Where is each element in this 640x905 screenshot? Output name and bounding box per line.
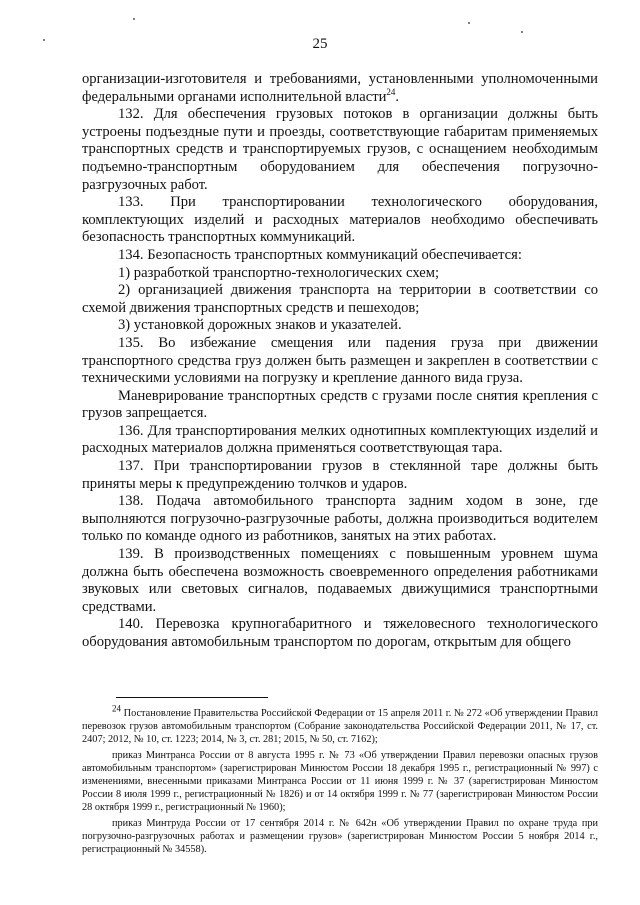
footnote-continuation: приказ Минтранса России от 8 августа 1995 г. № 73 «Об утверждении Правил перевозки опасных грузов автомобильным транспортом» (зарегистрирован Минюстом России 18 декабря 1995 г., регистрационный № 997) с изменениями, внесенными приказами Минтранса России от 11 июня 1999 г. № 37 (зарегистрирован Минюстом России 8 июля 1999 г., регистрационный № 1826) и от 14 октября 1999 г. № 77 (зарегистрирован Минюстом России 28 октября 1999 г., регистрационный № 1960); (82, 750, 598, 813)
paragraph-text: организации-изготовителя и требованиями, установленными уполномоченными федеральными органами исполнительной власти (82, 71, 598, 105)
footnote-marker: 24 (112, 703, 121, 714)
paragraph-135: 135. Во избежание смещения или падения груза при движении транспортного средства груз должен быть размещен и закреплен в соответствии с техническими условиями на погрузку и крепление данного вида груза. (82, 334, 598, 387)
paragraph-137: 137. При транспортировании грузов в стеклянной таре должны быть приняты меры к предупреждению толчков и ударов. (82, 458, 598, 492)
paragraph-139: 139. В производственных помещениях с повышенным уровнем шума должна быть обеспечена возможность своевременного определения работниками звуковых или световых сигналов, подаваемых движущимися транспортными средствами. (82, 546, 598, 615)
footnotes (82, 703, 598, 859)
paragraph-140: 140. Перевозка крупногабаритного и тяжеловесного технологического оборудования автомобильным транспортом по дорогам, открытым для общего (82, 616, 598, 650)
main-text (82, 71, 598, 652)
paragraph-text-end: . (395, 88, 400, 105)
footnote-text: Постановление Правительства Российской Федерации от 15 апреля 2011 г. № 272 «Об утверждении Правил перевозок грузов автомобильным транспортом (Собрание законодательства Российской Федерации 2011, № 17, ст. 2407; 2012, № 10, ст. 1223; 2014, № 3, ст. 281; 2015, № 50, ст. 7162); (82, 708, 598, 745)
paragraph-136: 136. Для транспортирования мелких однотипных комплектующих изделий и расходных материалов должна применяться соответствующая тара. (82, 422, 598, 457)
paragraph-continuation (82, 71, 598, 106)
paragraph-133: 133. При транспортировании технологического оборудования, комплектующих изделий и расходных материалов необходимо обеспечивать безопасность транспортных коммуникаций. (82, 194, 598, 246)
list-item-1: 1) разработкой транспортно-технологических схем; (118, 264, 440, 281)
paragraph-maneuvering: Маневрирование транспортных средств с грузами после снятия крепления с грузов запрещается. (82, 387, 598, 422)
paragraph-132: 132. Для обеспечения грузовых потоков в организации должны быть устроены подъездные пути и проезды, соответствующие габаритам применяемых транспортных средств и транспортируемых грузов, с оснащением необходимым подъемно-транспортным оборудованием для обеспечения погрузочно-разгрузочных работ. (82, 106, 598, 193)
scan-speck (43, 39, 45, 41)
paragraph-138: 138. Подача автомобильного транспорта задним ходом в зоне, где выполняются погрузочно-разгрузочные работы, должна производиться водителем только по команде одного из работников, занятых на этих работах. (82, 493, 598, 545)
footnote-24 (82, 703, 598, 746)
scan-speck (133, 18, 135, 20)
list-item-3: 3) установкой дорожных знаков и указателей. (118, 317, 402, 334)
paragraph-134: 134. Безопасность транспортных коммуникаций обеспечивается: (118, 246, 522, 263)
footnote-separator (116, 697, 268, 698)
scan-speck (521, 31, 523, 33)
scan-speck (468, 22, 470, 24)
page-number: 25 (312, 36, 328, 52)
footnote-continuation: приказ Минтруда России от 17 сентября 2014 г. № 642н «Об утверждении Правил по охране труда при погрузочно-разгрузочных работах и размещении грузов» (зарегистрирован Минюстом России 5 ноября 2014 г., регистрационный № 34558). (82, 818, 598, 855)
list-item-2: 2) организацией движения транспорта на территории в соответствии со схемой движения транспортных средств и пешеходов; (82, 282, 598, 316)
footnote-reference: 24 (386, 86, 396, 97)
